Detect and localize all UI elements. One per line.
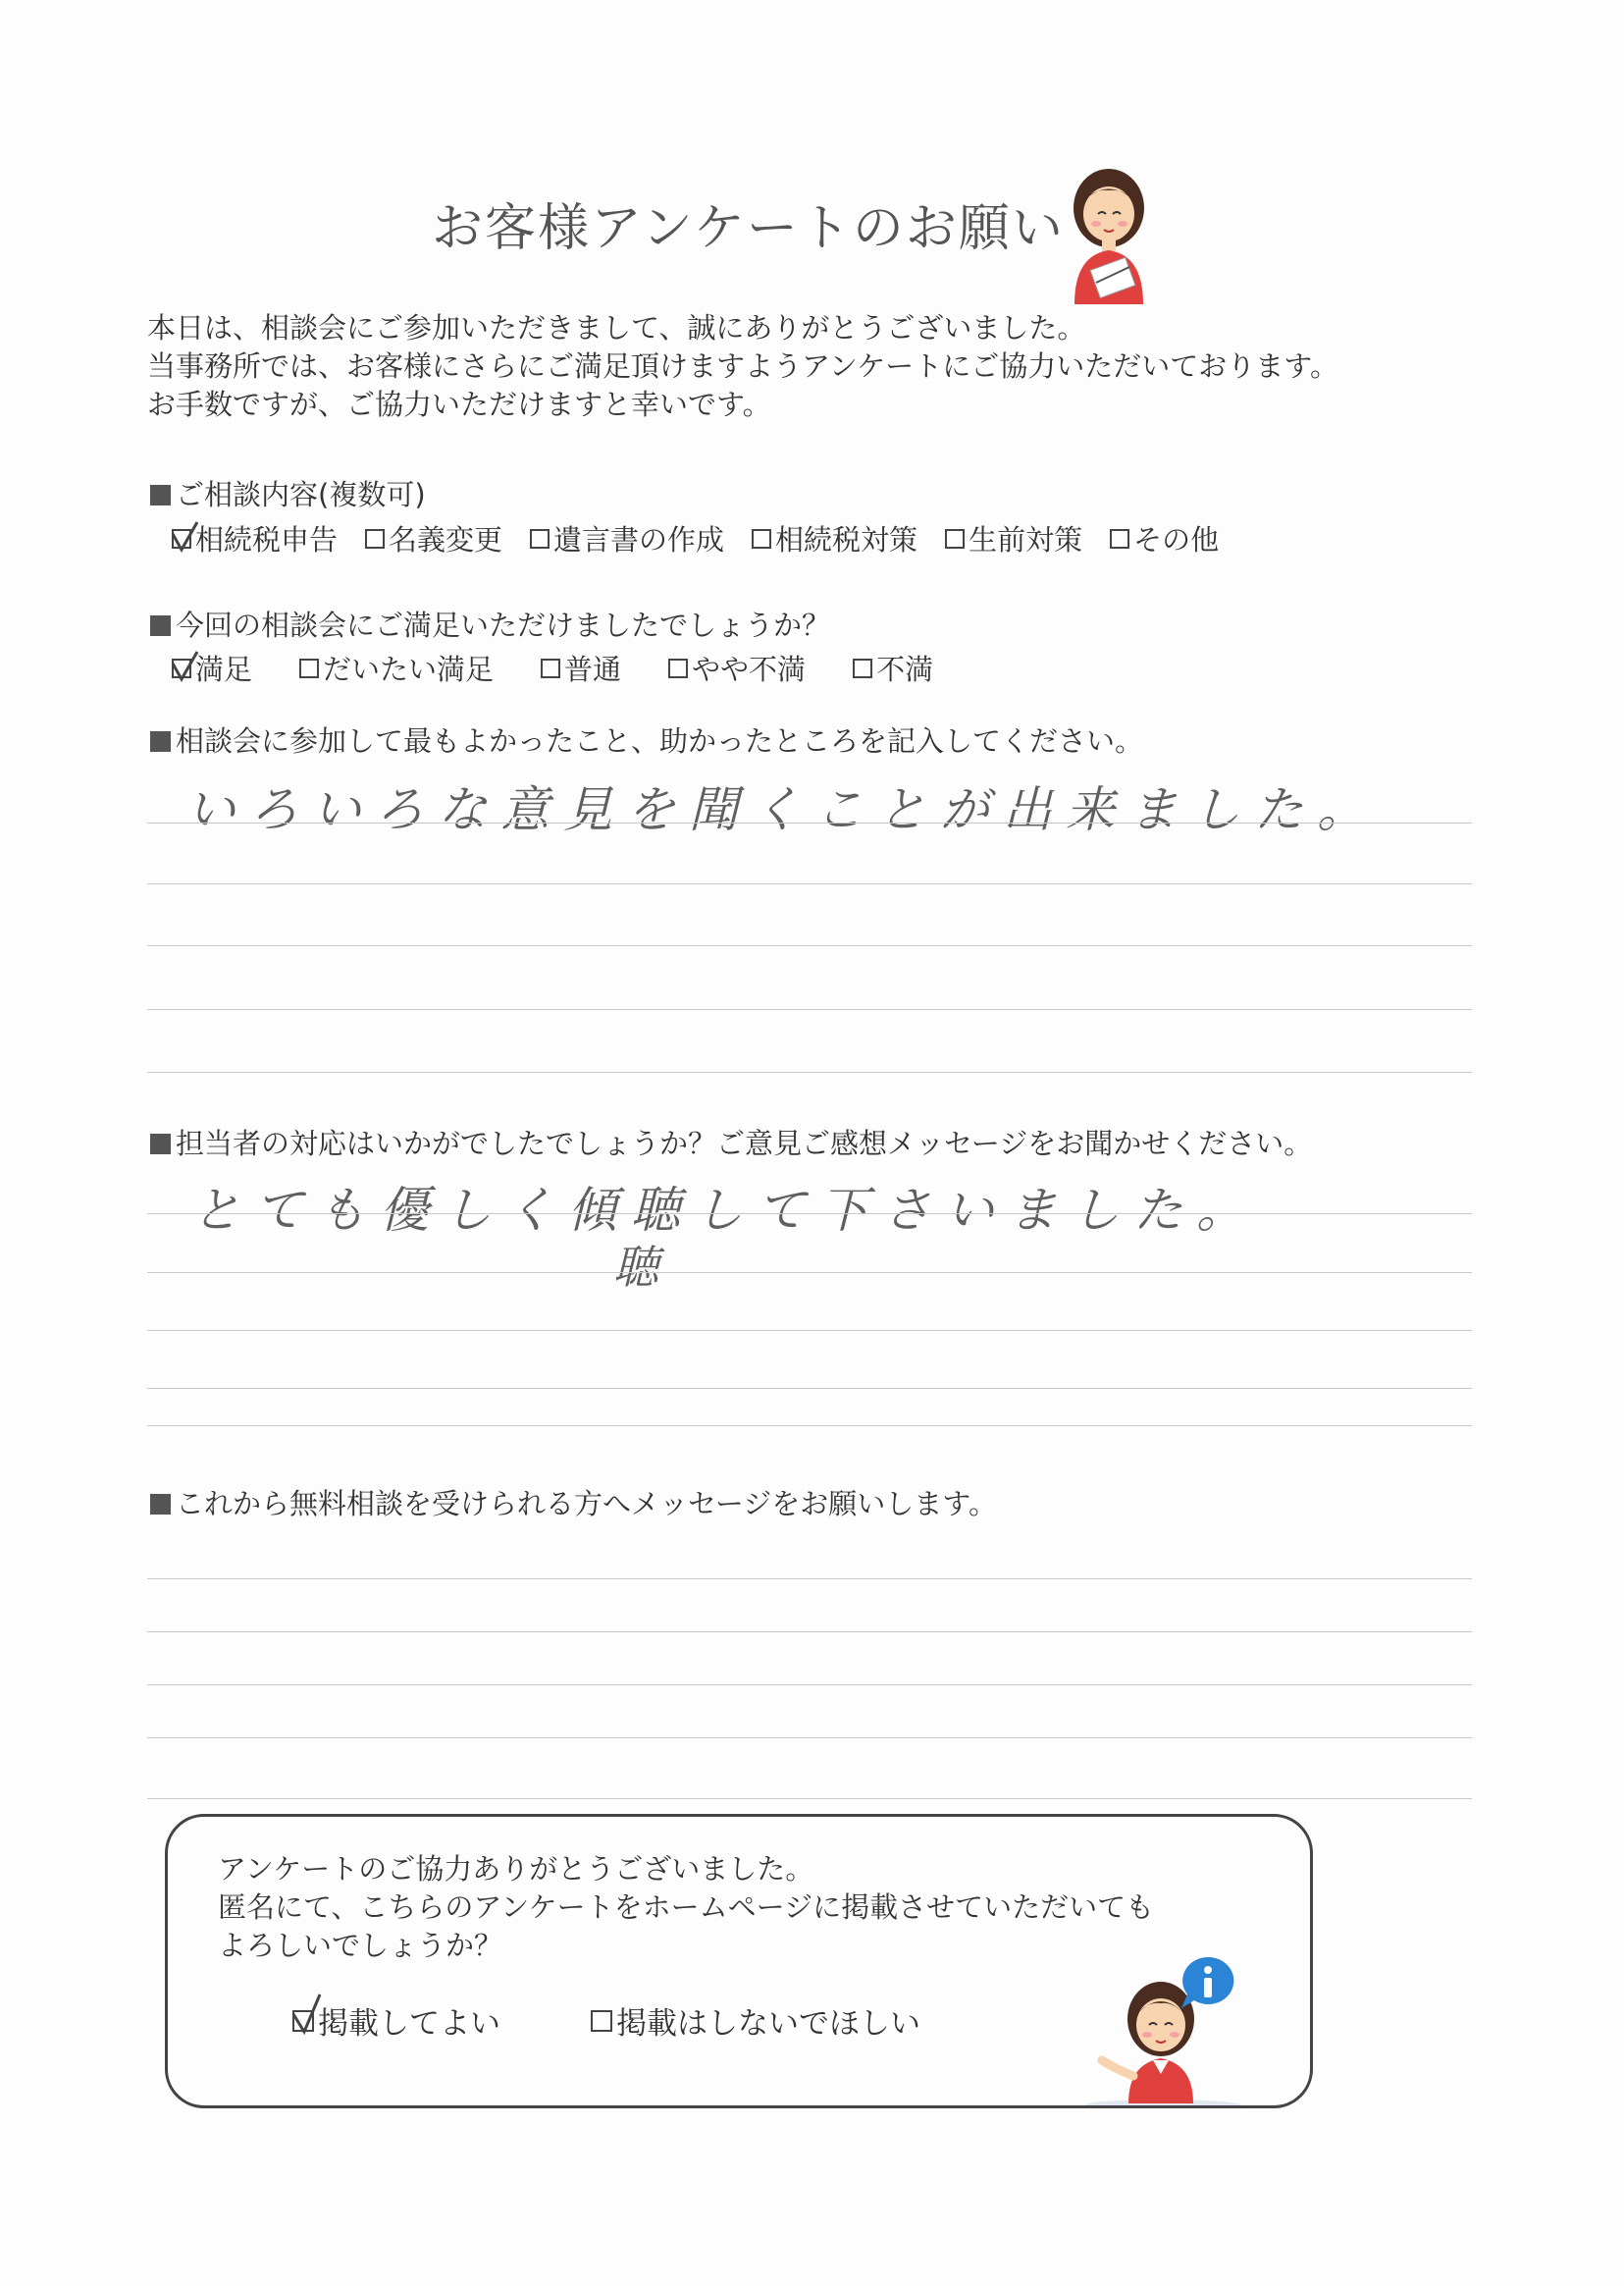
checkbox[interactable] (668, 659, 688, 678)
checkbox[interactable] (752, 529, 771, 549)
writing-line (147, 1330, 1472, 1331)
option-neutral[interactable] (541, 648, 621, 688)
intro-line: 当事務所では、お客様にさらにご満足頂けますようアンケートにご協力いただいております。 (147, 349, 1338, 383)
page-title: お客様アンケートのお願い (432, 199, 1065, 258)
question-staff-response (150, 1122, 1312, 1162)
handwritten-correction: 聴 (613, 1241, 672, 1294)
option-title-transfer[interactable] (365, 518, 502, 558)
question-satisfaction (150, 604, 830, 644)
option-pre-death-planning[interactable] (945, 518, 1082, 558)
option-label: 遺言書の作成 (553, 523, 725, 557)
closing-line: 匿名にて、こちらのアンケートをホームページに掲載させていただいても (218, 1890, 1155, 1924)
option-label: その他 (1133, 523, 1220, 557)
option-label: 相続税対策 (775, 523, 918, 557)
intro-text (147, 309, 1338, 424)
satisfaction-options (172, 648, 961, 688)
bullet-square-icon (150, 615, 171, 636)
option-somewhat-dissatisfied[interactable] (668, 648, 806, 688)
checkmark-icon (170, 520, 199, 554)
writing-line (147, 1072, 1472, 1073)
intro-line: お手数ですが、ご協力いただけますと幸いです。 (147, 388, 771, 421)
option-will-preparation[interactable] (530, 518, 724, 558)
question-label: ご相談内容(複数可) (176, 478, 426, 511)
option-label: 相続税申告 (195, 523, 339, 557)
checkbox[interactable] (299, 659, 319, 678)
closing-text (218, 1850, 1154, 1965)
option-label: 不満 (876, 653, 934, 686)
writing-line (147, 1272, 1472, 1273)
bullet-square-icon (150, 1494, 171, 1515)
writing-line (147, 883, 1472, 884)
woman-with-clipboard-icon (1055, 157, 1163, 304)
option-label: 生前対策 (969, 523, 1083, 557)
option-inheritance-tax-filing[interactable] (172, 518, 338, 558)
question-consultation-type (150, 473, 426, 513)
checkmark-icon (170, 650, 199, 683)
writing-line (147, 1684, 1472, 1685)
question-message-to-others (150, 1482, 997, 1522)
writing-line (147, 1009, 1472, 1010)
option-label: 掲載はしないでほしい (616, 2006, 920, 2042)
option-inheritance-tax-planning[interactable] (752, 518, 917, 558)
writing-line (147, 1213, 1472, 1214)
intro-line: 本日は、相談会にご参加いただきまして、誠にありがとうございました。 (147, 311, 1086, 345)
bullet-square-icon (150, 731, 171, 752)
writing-line (147, 1578, 1472, 1579)
option-label: やや不満 (692, 653, 807, 686)
writing-line (147, 1631, 1472, 1632)
writing-line (147, 1737, 1472, 1738)
bullet-square-icon (150, 485, 171, 505)
question-label: 今回の相談会にご満足いただけましたでしょうか？ (176, 609, 831, 642)
checkbox[interactable] (530, 529, 550, 549)
option-publish-ok[interactable] (292, 1998, 500, 2043)
writing-line (147, 823, 1472, 824)
closing-line: よろしいでしょうか？ (218, 1929, 503, 1962)
writing-line (147, 1798, 1472, 1799)
option-label: だいたい満足 (323, 653, 495, 686)
bullet-square-icon (150, 1134, 171, 1154)
option-label: 名義変更 (389, 523, 503, 557)
option-label: 満足 (195, 653, 253, 686)
handwritten-answer: とても優しく傾聴して下さいました。 (191, 1182, 1259, 1239)
writing-line (147, 1388, 1472, 1389)
option-publish-ng[interactable] (591, 1998, 920, 2043)
checkbox[interactable] (853, 659, 872, 678)
option-satisfied[interactable] (172, 648, 252, 688)
question-label: 相談会に参加して最もよかったこと、助かったところを記入してください。 (176, 724, 1144, 758)
question-label: これから無料相談を受けられる方へメッセージをお願いします。 (176, 1487, 997, 1520)
handwritten-answer: いろいろな意見を聞くことが出来ました。 (186, 781, 1380, 838)
checkbox[interactable] (541, 659, 560, 678)
consultation-type-options (172, 518, 1246, 558)
option-dissatisfied[interactable] (853, 648, 933, 688)
question-label: 担当者の対応はいかがでしたでしょうか？ご意見ご感想メッセージをお聞かせください。 (176, 1127, 1313, 1160)
writing-line (147, 945, 1472, 946)
option-label: 掲載してよい (318, 2006, 500, 2042)
checkbox[interactable] (945, 529, 965, 549)
option-other[interactable] (1110, 518, 1219, 558)
checkbox[interactable] (1110, 529, 1129, 549)
option-label: 普通 (564, 653, 622, 686)
option-mostly-satisfied[interactable] (299, 648, 494, 688)
writing-line (147, 1425, 1472, 1426)
checkmark-icon (290, 1993, 324, 2036)
checkbox[interactable] (591, 2010, 612, 2032)
question-best-part (150, 719, 1143, 760)
closing-line: アンケートのご協力ありがとうございました。 (218, 1852, 814, 1886)
info-icon (1178, 1953, 1238, 2010)
checkbox[interactable] (365, 529, 385, 549)
